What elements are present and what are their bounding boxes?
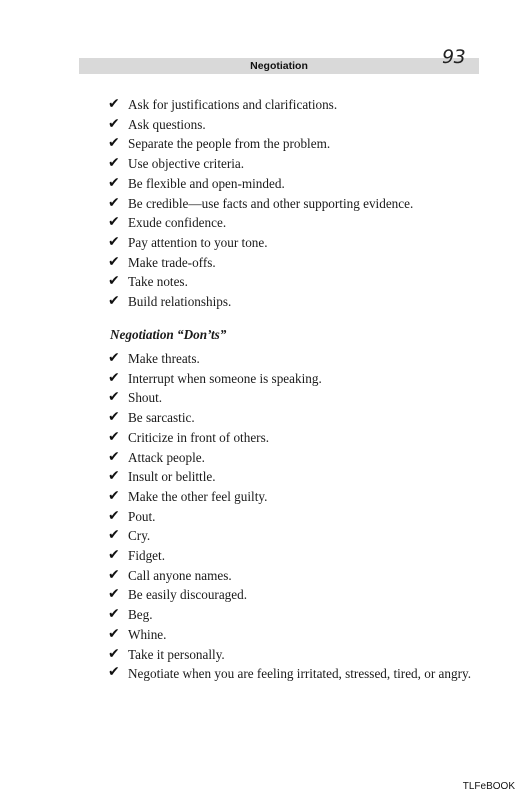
check-icon: ✔ [108, 273, 120, 290]
list-item [108, 388, 480, 408]
watermark: TLFeBOOK [462, 781, 515, 792]
list-item-text: Cry. [128, 528, 151, 544]
check-icon: ✔ [108, 468, 120, 485]
list-item [108, 292, 480, 312]
check-icon: ✔ [108, 115, 120, 132]
list-item-text: Criticize in front of others. [128, 429, 269, 445]
check-icon: ✔ [108, 645, 120, 662]
list-item-text: Pout. [128, 508, 156, 524]
check-icon: ✔ [108, 586, 120, 603]
list-item [108, 213, 480, 233]
check-icon: ✔ [108, 194, 120, 211]
check-icon: ✔ [108, 389, 120, 406]
list-item [108, 194, 480, 214]
list-item-text: Be credible—use facts and other supporting evidence. [128, 195, 414, 211]
check-icon: ✔ [108, 233, 120, 250]
list-item [108, 605, 480, 625]
check-icon: ✔ [108, 293, 120, 310]
check-icon: ✔ [108, 369, 120, 386]
check-icon: ✔ [108, 448, 120, 465]
list-item-text: Make the other feel guilty. [128, 488, 268, 504]
list-item [108, 272, 480, 292]
list-item [108, 526, 480, 546]
check-icon: ✔ [108, 606, 120, 623]
list-item-text: Exude confidence. [128, 215, 227, 231]
check-icon: ✔ [108, 625, 120, 642]
check-icon: ✔ [108, 527, 120, 544]
list-item [108, 233, 480, 253]
list-item-text: Whine. [128, 626, 167, 642]
list-item-text: Make trade-offs. [128, 254, 216, 270]
check-icon: ✔ [108, 428, 120, 445]
page-number: 93 [442, 46, 466, 68]
list-item [108, 428, 480, 448]
running-header [79, 58, 479, 74]
donts-heading: Negotiation “Don’ts” [110, 327, 227, 342]
list-item [108, 566, 480, 586]
list-item [108, 174, 480, 194]
list-item [108, 546, 480, 566]
list-item-text: Make threats. [128, 351, 200, 366]
check-icon: ✔ [108, 135, 120, 152]
list-item-text: Take notes. [128, 274, 188, 290]
check-icon: ✔ [108, 155, 120, 172]
check-icon: ✔ [108, 664, 120, 681]
check-icon: ✔ [108, 507, 120, 524]
list-item-text: Negotiate when you are feeling irritated, stressed, tired, or angry. [128, 666, 471, 682]
list-item-text: Separate the people from the problem. [128, 136, 331, 152]
list-item [108, 625, 480, 645]
check-icon: ✔ [108, 214, 120, 231]
list-item [108, 507, 480, 527]
negotiation-dos-list [108, 95, 480, 312]
list-item-text: Be easily discouraged. [128, 587, 248, 603]
check-icon: ✔ [108, 253, 120, 270]
check-icon: ✔ [108, 350, 120, 366]
list-item-text: Build relationships. [128, 294, 232, 310]
header-title: Negotiation [250, 60, 308, 72]
list-item-text: Take it personally. [128, 646, 225, 662]
list-item [108, 369, 480, 389]
list-item-text: Interrupt when someone is speaking. [128, 370, 322, 386]
list-item [108, 134, 480, 154]
check-icon: ✔ [108, 547, 120, 564]
check-icon: ✔ [108, 487, 120, 504]
list-item-text: Pay attention to your tone. [128, 234, 268, 250]
list-item-text: Be flexible and open-minded. [128, 175, 285, 191]
list-item-text: Fidget. [128, 548, 165, 564]
list-item [108, 664, 480, 682]
list-item [108, 115, 480, 135]
list-item [108, 95, 480, 115]
negotiation-donts-list [108, 349, 480, 682]
check-icon: ✔ [108, 96, 120, 112]
list-item-text: Beg. [128, 607, 153, 623]
check-icon: ✔ [108, 566, 120, 583]
list-item [108, 154, 480, 174]
list-item [108, 487, 480, 507]
list-item-text: Attack people. [128, 449, 205, 465]
list-item-text: Insult or belittle. [128, 469, 216, 485]
list-item-text: Call anyone names. [128, 567, 232, 583]
check-icon: ✔ [108, 409, 120, 426]
list-item [108, 467, 480, 487]
check-icon: ✔ [108, 174, 120, 191]
list-item-text: Shout. [128, 390, 163, 406]
list-item-text: Be sarcastic. [128, 410, 195, 426]
list-item [108, 448, 480, 468]
list-item [108, 645, 480, 665]
list-item [108, 408, 480, 428]
list-item-text: Ask questions. [128, 116, 206, 132]
list-item [108, 349, 480, 369]
list-item [108, 253, 480, 273]
list-item [108, 585, 480, 605]
list-item-text: Ask for justifications and clarifications. [128, 97, 338, 112]
list-item-text: Use objective criteria. [128, 156, 245, 172]
